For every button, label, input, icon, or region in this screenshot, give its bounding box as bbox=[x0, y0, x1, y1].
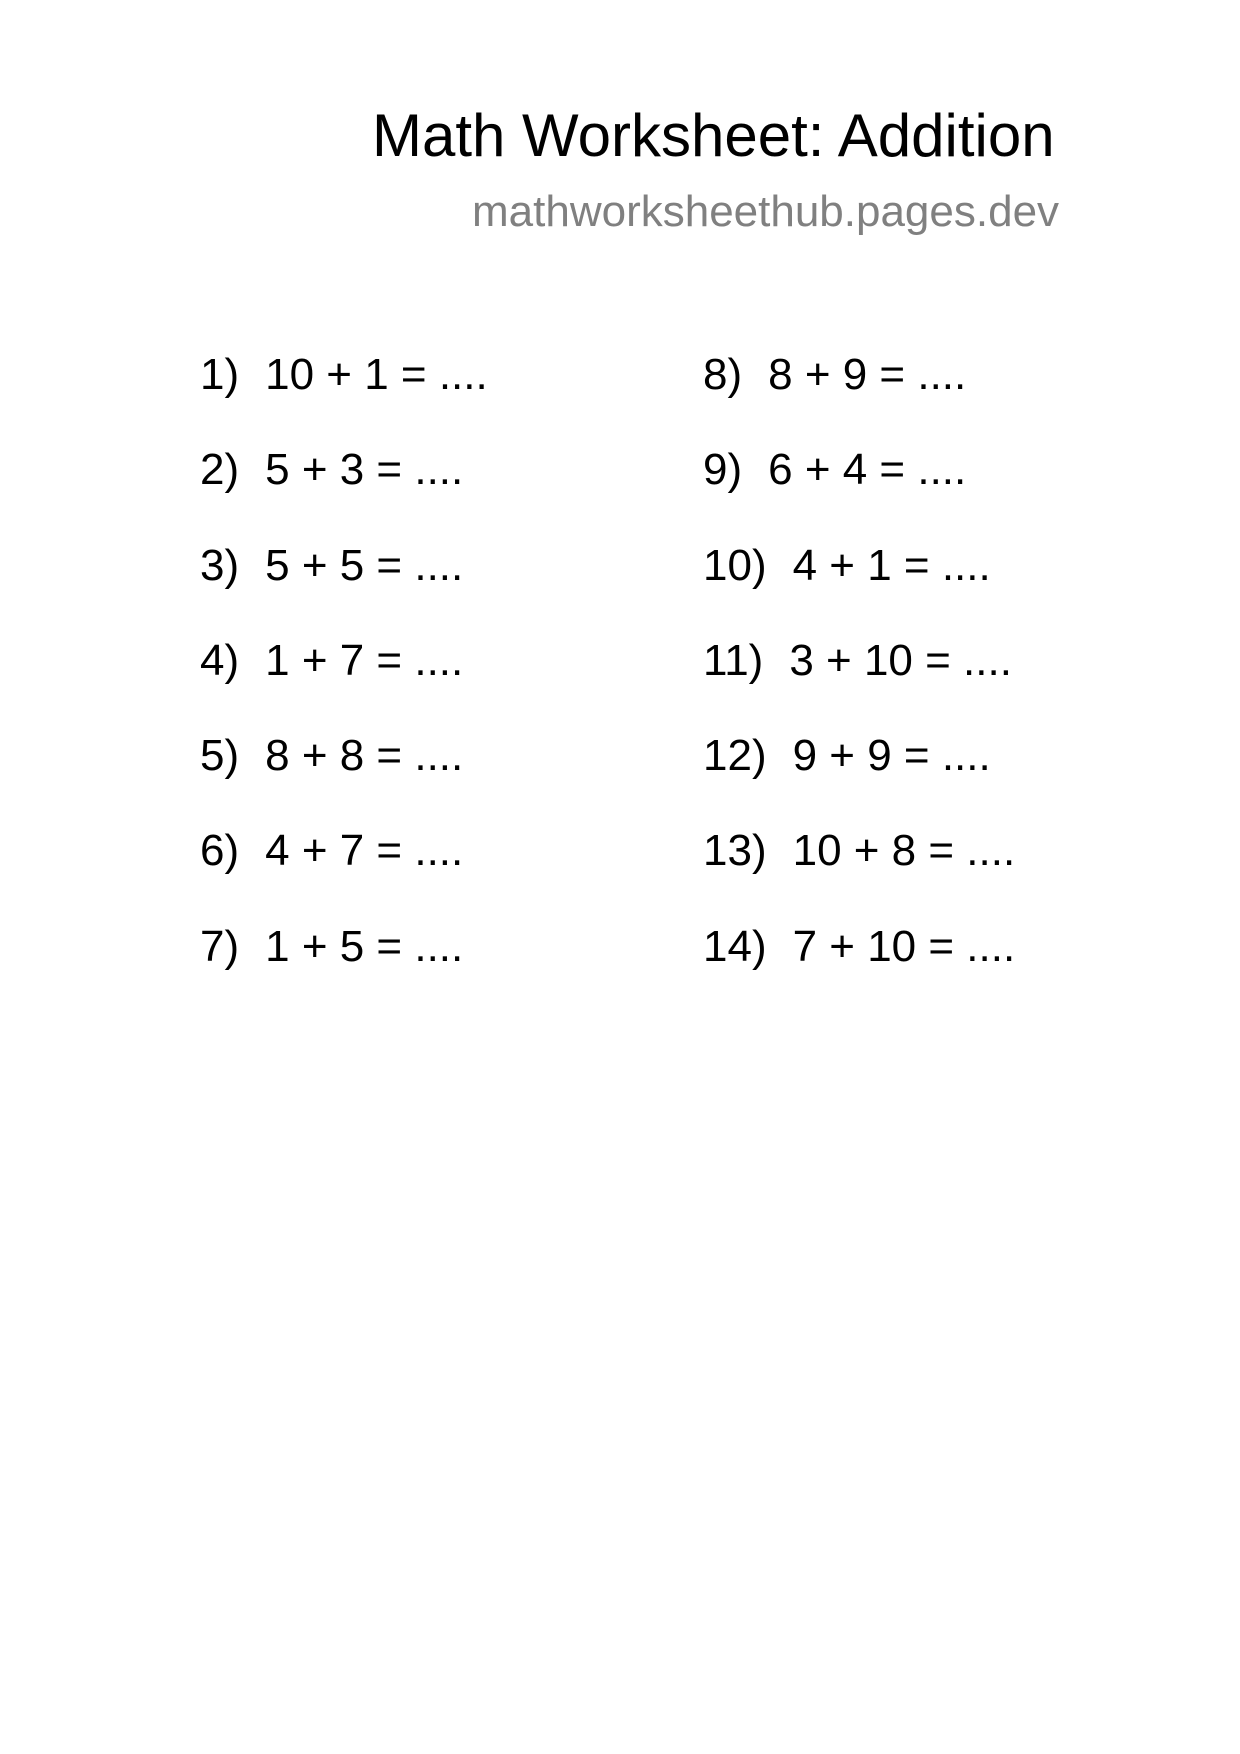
problem-expression: 10 + 8 = .... bbox=[792, 826, 1016, 876]
problem-item bbox=[703, 919, 1015, 1014]
problem-number: 3) bbox=[200, 540, 240, 590]
problem-number: 5) bbox=[200, 731, 240, 781]
problem-expression: 6 + 4 = .... bbox=[768, 445, 967, 495]
problem-number: 2) bbox=[200, 445, 240, 495]
problem-expression: 8 + 9 = .... bbox=[768, 350, 967, 399]
problem-item bbox=[200, 919, 488, 1014]
problem-expression: 8 + 8 = .... bbox=[265, 731, 464, 781]
problem-item bbox=[200, 728, 488, 823]
problem-item bbox=[703, 823, 1015, 918]
problem-expression: 1 + 7 = .... bbox=[265, 635, 464, 685]
problem-item bbox=[703, 633, 1015, 728]
problem-expression: 10 + 1 = .... bbox=[265, 350, 488, 399]
problem-expression: 4 + 7 = .... bbox=[265, 826, 464, 876]
problem-expression: 5 + 5 = .... bbox=[265, 540, 464, 590]
problem-expression: 7 + 10 = .... bbox=[792, 921, 1016, 971]
problem-number: 12) bbox=[703, 731, 767, 781]
problem-number: 1) bbox=[200, 350, 240, 399]
problem-expression: 4 + 1 = .... bbox=[792, 540, 991, 590]
page-title: Math Worksheet: Addition bbox=[372, 102, 1055, 169]
problem-item bbox=[703, 442, 1015, 537]
problem-item bbox=[200, 347, 488, 442]
website-url: mathworksheethub.pages.dev bbox=[472, 187, 1060, 236]
problem-number: 9) bbox=[703, 445, 743, 495]
problem-column-left bbox=[200, 347, 488, 1014]
problem-number: 14) bbox=[703, 921, 767, 971]
problem-item bbox=[200, 633, 488, 728]
problem-item bbox=[200, 442, 488, 537]
problem-number: 8) bbox=[703, 350, 743, 399]
problem-number: 10) bbox=[703, 540, 767, 590]
problem-number: 4) bbox=[200, 635, 240, 685]
problem-number: 11) bbox=[703, 635, 764, 685]
problem-item bbox=[703, 538, 1015, 633]
problem-item bbox=[200, 823, 488, 918]
problem-column-right bbox=[703, 347, 1015, 1014]
problem-number: 7) bbox=[200, 921, 240, 971]
problem-expression: 5 + 3 = .... bbox=[265, 445, 464, 495]
problem-number: 6) bbox=[200, 826, 240, 876]
problem-item bbox=[703, 347, 1015, 442]
problem-expression: 1 + 5 = .... bbox=[265, 921, 464, 971]
problem-expression: 3 + 10 = .... bbox=[789, 635, 1012, 685]
problem-item bbox=[703, 728, 1015, 823]
problem-number: 13) bbox=[703, 826, 767, 876]
problem-expression: 9 + 9 = .... bbox=[792, 731, 991, 781]
problem-item bbox=[200, 538, 488, 633]
